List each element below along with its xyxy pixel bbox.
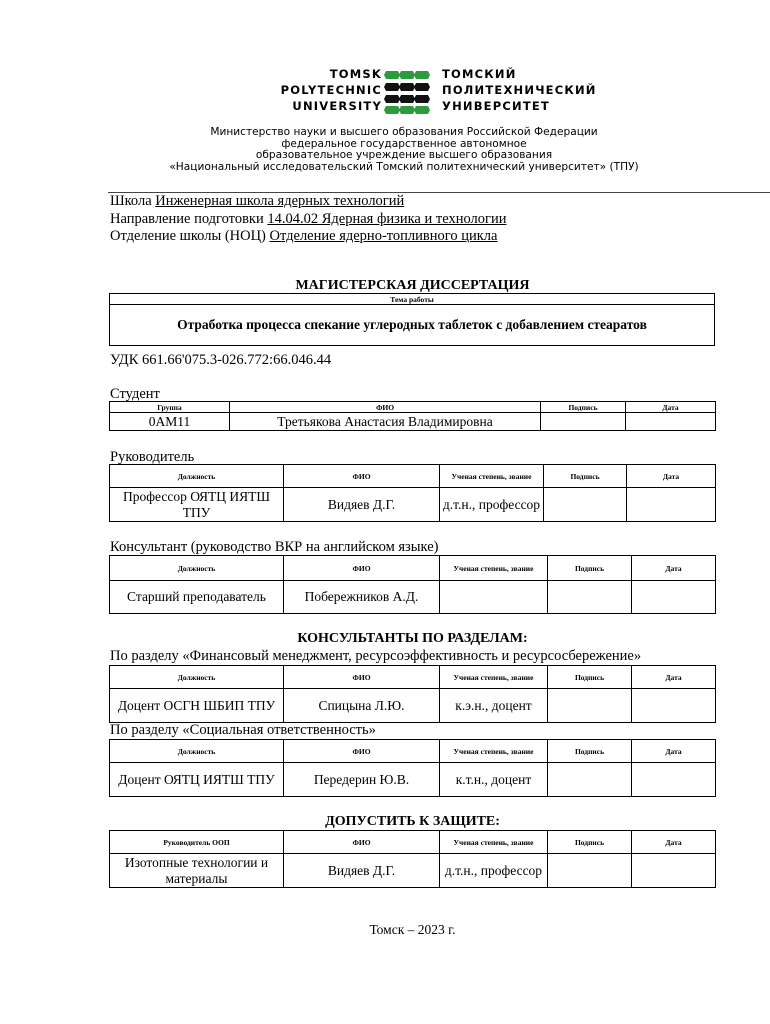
logo-en-line1: TOMSK: [329, 67, 382, 81]
social-consultant-table: [109, 739, 716, 797]
topic-table: [109, 293, 715, 346]
student-header-fio: ФИО: [230, 402, 541, 413]
consultant-en-header-position: Должность: [110, 556, 284, 581]
supervisor-header-date: Дата: [627, 465, 716, 488]
direction-value: 14.04.02 Ядерная физика и технологии: [267, 211, 507, 227]
admit-header-fio: ФИО: [284, 831, 440, 854]
student-fio: Третьякова Анастасия Владимировна: [230, 413, 541, 431]
logo-ru-line1: ТОМСКИЙ: [442, 67, 517, 81]
department-line: [110, 228, 497, 245]
school-line: [110, 193, 404, 210]
consultant-en-header-date: Дата: [632, 556, 716, 581]
thesis-title: МАГИСТЕРСКАЯ ДИССЕРТАЦИЯ: [295, 278, 530, 293]
finance-header-fio: ФИО: [284, 666, 440, 689]
supervisor-fio: Видяев Д.Г.: [284, 488, 440, 522]
direction-line: [110, 211, 506, 228]
social-header-date: Дата: [632, 740, 716, 763]
social-header-degree: Ученая степень, звание: [440, 740, 548, 763]
consultant-en-header-degree: Ученая степень, звание: [440, 556, 548, 581]
finance-header-signature: Подпись: [548, 666, 632, 689]
finance-degree: к.э.н., доцент: [440, 689, 548, 723]
ministry-line4: «Национальный исследовательский Томский политехнический университет» (ТПУ): [169, 160, 639, 173]
logo-emblem-icon: [384, 68, 430, 114]
social-degree: к.т.н., доцент: [440, 763, 548, 797]
finance-signature: [548, 689, 632, 723]
admit-program: Изотопные технологии и материалы: [110, 854, 284, 888]
consultant-en-header-signature: Подпись: [548, 556, 632, 581]
ministry-block: [0, 127, 770, 173]
supervisor-degree: д.т.н., профессор: [440, 488, 544, 522]
finance-fio: Спицына Л.Ю.: [284, 689, 440, 723]
student-label: Студент: [110, 386, 160, 402]
logo-ru-line2: ПОЛИТЕХНИЧЕСКИЙ: [442, 83, 597, 97]
student-header-group: Группа: [110, 402, 230, 413]
student-date: [626, 413, 716, 431]
admit-signature: [548, 854, 632, 888]
consultant-en-position: Старший преподаватель: [110, 581, 284, 614]
finance-date: [632, 689, 716, 723]
supervisor-table: [109, 464, 716, 522]
student-header-date: Дата: [626, 402, 716, 413]
admit-degree: д.т.н., профессор: [440, 854, 548, 888]
student-header-signature: Подпись: [541, 402, 626, 413]
school-value: Инженерная школа ядерных технологий: [155, 193, 405, 209]
consultant-en-signature: [548, 581, 632, 614]
admit-header-program-lead: Руководитель ООП: [110, 831, 284, 854]
finance-section-label: По разделу «Финансовый менеджмент, ресурсоэффективность и ресурсосбережение»: [110, 648, 642, 664]
ministry-line2: федеральное государственное автономное: [281, 137, 527, 150]
supervisor-header-position: Должность: [110, 465, 284, 488]
logo-text-ru: [442, 66, 597, 114]
supervisor-header-signature: Подпись: [544, 465, 627, 488]
consultant-en-fio: Побережников А.Д.: [284, 581, 440, 614]
ministry-line3: образовательное учреждение высшего образования: [255, 149, 553, 162]
supervisor-signature: [544, 488, 627, 522]
social-fio: Передерин Ю.В.: [284, 763, 440, 797]
admit-date: [632, 854, 716, 888]
supervisor-label: Руководитель: [110, 449, 195, 465]
student-signature: [541, 413, 626, 431]
social-header-fio: ФИО: [284, 740, 440, 763]
topic-text: Отработка процесса спекание углеродных таблеток с добавлением стеаратов: [110, 305, 715, 346]
direction-label: Направление подготовки: [110, 211, 264, 227]
university-logo: [250, 66, 610, 116]
supervisor-header-fio: ФИО: [284, 465, 440, 488]
student-table: [109, 401, 716, 431]
logo-ru-line3: УНИВЕРСИТЕТ: [442, 99, 550, 113]
finance-header-date: Дата: [632, 666, 716, 689]
social-date: [632, 763, 716, 797]
finance-position: Доцент ОСГН ШБИП ТПУ: [110, 689, 284, 723]
social-header-position: Должность: [110, 740, 284, 763]
supervisor-position: Профессор ОЯТЦ ИЯТШ ТПУ: [110, 488, 284, 522]
logo-en-line3: UNIVERSITY: [292, 99, 382, 113]
footer-city-year: Томск – 2023 г.: [369, 922, 456, 937]
ministry-line1: Министерство науки и высшего образования Российской Федерации: [210, 126, 598, 138]
consultant-en-header-fio: ФИО: [284, 556, 440, 581]
supervisor-date: [627, 488, 716, 522]
social-section-label: По разделу «Социальная ответственность»: [110, 722, 376, 738]
topic-header: Тема работы: [110, 294, 715, 305]
department-label: Отделение школы (НОЦ): [110, 228, 266, 244]
admit-header-degree: Ученая степень, звание: [440, 831, 548, 854]
department-value: Отделение ядерно-топливного цикла: [269, 228, 498, 244]
logo-en-line2: POLYTECHNIC: [280, 83, 382, 97]
finance-consultant-table: [109, 665, 716, 723]
social-signature: [548, 763, 632, 797]
admit-title: ДОПУСТИТЬ К ЗАЩИТЕ:: [325, 814, 500, 829]
social-header-signature: Подпись: [548, 740, 632, 763]
admit-header-signature: Подпись: [548, 831, 632, 854]
consultants-title: КОНСУЛЬТАНТЫ ПО РАЗДЕЛАМ:: [297, 631, 528, 646]
admit-table: [109, 830, 716, 888]
admit-fio: Видяев Д.Г.: [284, 854, 440, 888]
consultant-en-table: [109, 555, 716, 614]
consultant-en-label: Консультант (руководство ВКР на английском языке): [110, 539, 439, 555]
school-label: Школа: [110, 193, 152, 209]
udk-code: УДК 661.66'075.3-026.772:66.046.44: [110, 352, 332, 368]
consultant-en-degree: [440, 581, 548, 614]
supervisor-header-degree: Ученая степень, звание: [440, 465, 544, 488]
consultant-en-date: [632, 581, 716, 614]
student-group: 0АМ11: [110, 413, 230, 431]
admit-header-date: Дата: [632, 831, 716, 854]
social-position: Доцент ОЯТЦ ИЯТШ ТПУ: [110, 763, 284, 797]
finance-header-position: Должность: [110, 666, 284, 689]
logo-text-en: [281, 66, 382, 114]
finance-header-degree: Ученая степень, звание: [440, 666, 548, 689]
